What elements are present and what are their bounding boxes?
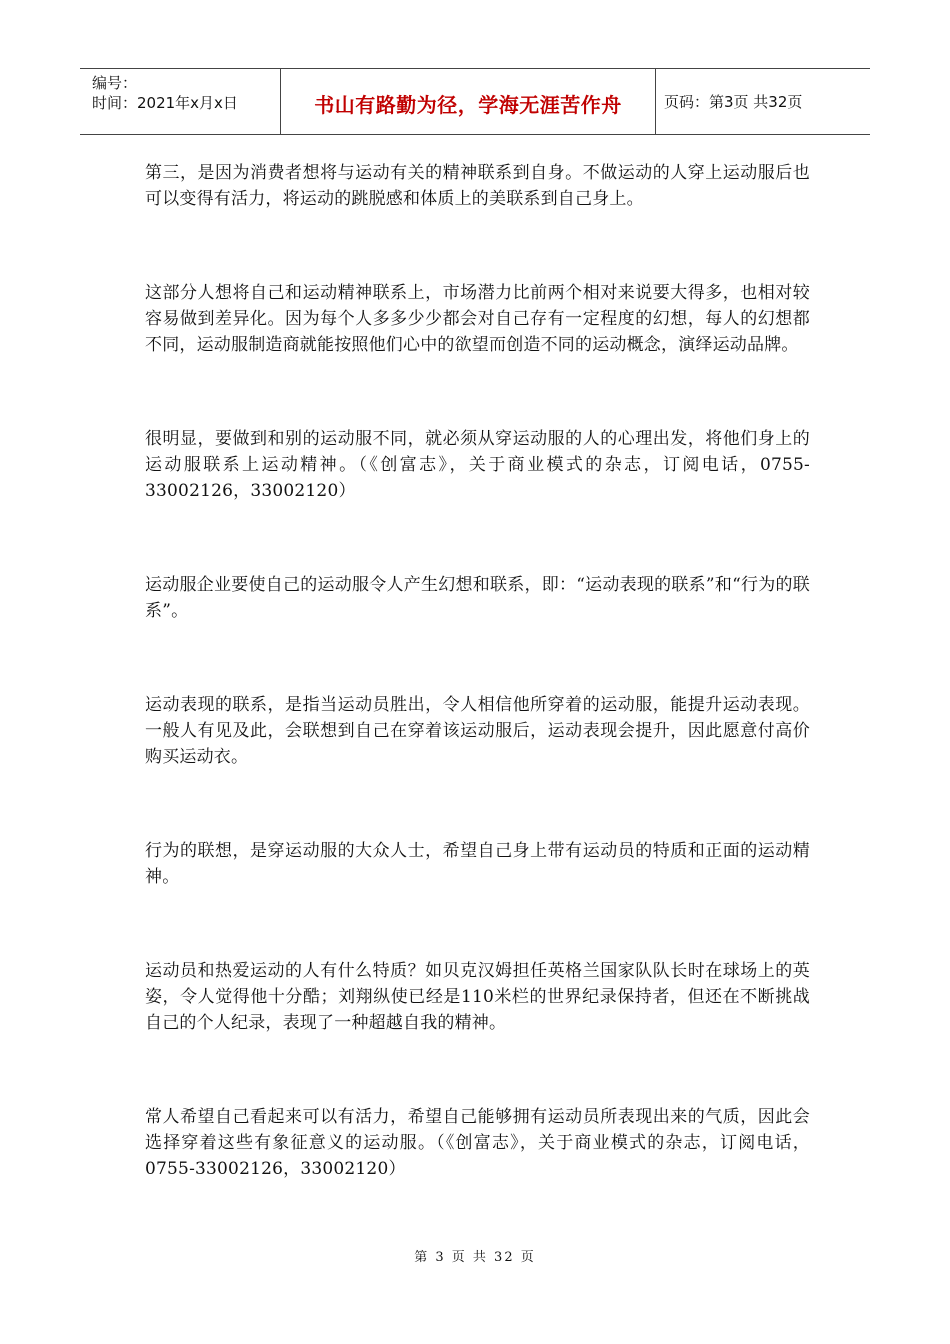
paragraph: 很明显，要做到和别的运动服不同，就必须从穿运动服的人的心理出发，将他们身上的运动服联系上运动精神。（《创富志》，关于商业模式的杂志，订阅电话，0755-33002126，33002120） <box>145 429 810 501</box>
document-number-label: 编号： <box>92 74 138 92</box>
document-body <box>145 160 810 1182</box>
paragraph: 运动表现的联系，是指当运动员胜出，令人相信他所穿着的运动服，能提升运动表现。一般人有见及此，会联想到自己在穿着该运动服后，运动表现会提升，因此愿意付高价购买运动衣。 <box>145 695 810 767</box>
header-table <box>80 68 870 135</box>
paragraph: 常人希望自己看起来可以有活力，希望自己能够拥有运动员所表现出来的气质，因此会选择穿着这些有象征意义的运动服。（《创富志》，关于商业模式的杂志，订阅电话，0755-33002126，33002120） <box>145 1107 810 1179</box>
paragraph: 行为的联想，是穿运动服的大众人士，希望自己身上带有运动员的特质和正面的运动精神。 <box>145 841 810 887</box>
page-footer: 第 3 页 共 32 页 <box>414 1250 536 1265</box>
header-page-label: 页码：第3页 共32页 <box>664 93 803 111</box>
paragraph: 这部分人想将自己和运动精神联系上，市场潜力比前两个相对来说要大得多，也相对较容易做到差异化。因为每个人多多少少都会对自己存有一定程度的幻想，每人的幻想都不同，运动服制造商就能按照他们心中的欲望而创造不同的运动概念，演绎运动品牌。 <box>145 283 810 355</box>
document-date-label: 时间：2021年x月x日 <box>92 94 238 112</box>
header-motto-cell <box>281 69 656 134</box>
header-motto: 书山有路勤为径，学海无涯苦作舟 <box>314 93 622 117</box>
paragraph: 第三，是因为消费者想将与运动有关的精神联系到自身。不做运动的人穿上运动服后也可以变得有活力，将运动的跳脱感和体质上的美联系到自己身上。 <box>145 163 810 209</box>
header-meta-cell <box>80 69 281 134</box>
paragraph: 运动服企业要使自己的运动服令人产生幻想和联系，即：“运动表现的联系”和“行为的联系”。 <box>145 575 810 621</box>
paragraph: 运动员和热爱运动的人有什么特质？如贝克汉姆担任英格兰国家队队长时在球场上的英姿，令人觉得他十分酷；刘翔纵使已经是110米栏的世界纪录保持者，但还在不断挑战自己的个人纪录，表现了一种超越自我的精神。 <box>145 961 810 1033</box>
header-page-cell <box>656 69 870 134</box>
